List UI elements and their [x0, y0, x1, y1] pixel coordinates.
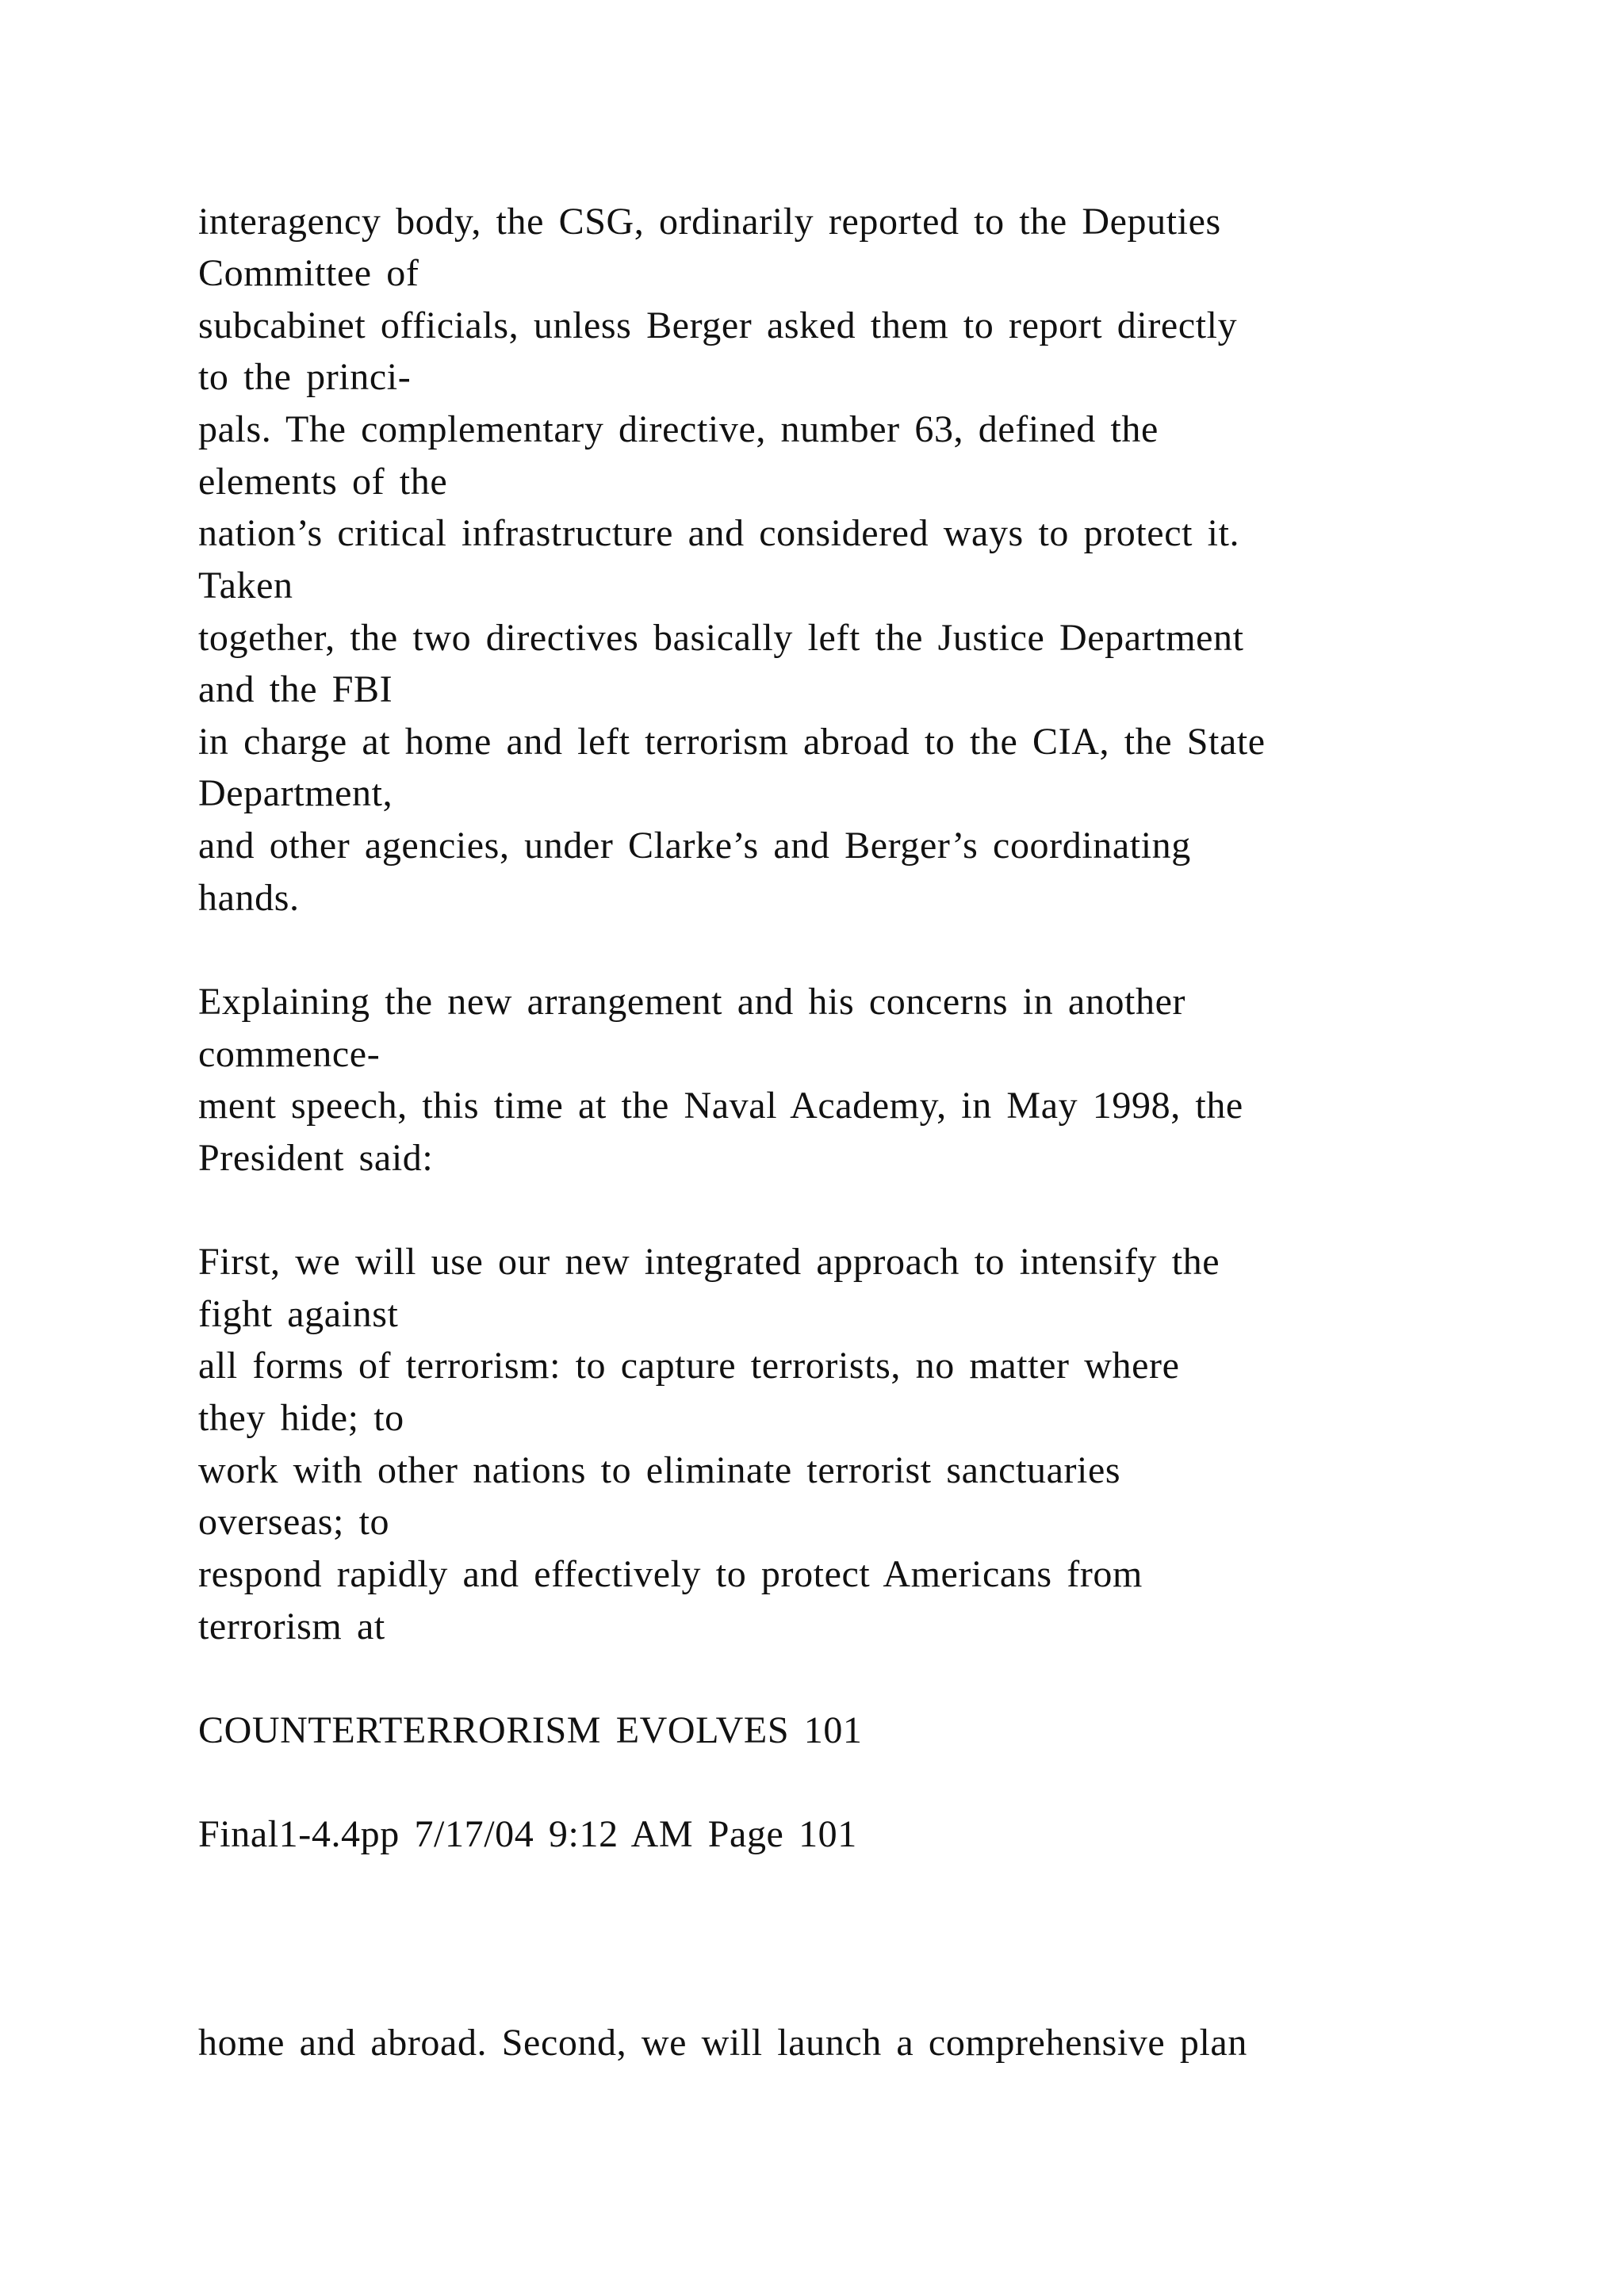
text-line: and the FBI: [198, 668, 393, 710]
print-slug: Final1-4.4pp 7/17/04 9:12 AM Page 101: [198, 1813, 857, 1855]
text-line: together, the two directives basically left the Justice Department: [198, 617, 1244, 659]
text-line: subcabinet officials, unless Berger asked them to report directly: [198, 304, 1238, 346]
text-line: elements of the: [198, 461, 448, 503]
text-line: commence-: [198, 1033, 381, 1075]
text-line: interagency body, the CSG, ordinarily reported to the Deputies: [198, 201, 1221, 243]
text-line: Taken: [198, 564, 293, 607]
text-line: in charge at home and left terrorism abroad to the CIA, the State: [198, 721, 1266, 763]
text-line: they hide; to: [198, 1397, 404, 1439]
text-line: to the princi-: [198, 356, 412, 398]
text-line: Department,: [198, 772, 393, 814]
text-line: fight against: [198, 1293, 399, 1335]
text-line: all forms of terrorism: to capture terrorists, no matter where: [198, 1345, 1180, 1387]
text-line: and other agencies, under Clarke’s and Berger’s coordinating: [198, 825, 1191, 867]
text-line: hands.: [198, 877, 300, 919]
text-line: work with other nations to eliminate terrorist sanctuaries: [198, 1449, 1121, 1491]
text-line: respond rapidly and effectively to protect Americans from: [198, 1553, 1143, 1595]
text-line: Committee of: [198, 252, 419, 294]
text-line: First, we will use our new integrated approach to intensify the: [198, 1241, 1220, 1283]
text-line: ment speech, this time at the Naval Academy, in May 1998, the: [198, 1085, 1243, 1127]
text-line: nation’s critical infrastructure and considered ways to protect it.: [198, 512, 1240, 554]
continuation-line: home and abroad. Second, we will launch a comprehensive plan: [198, 2022, 1247, 2064]
text-line: pals. The complementary directive, number 63, defined the: [198, 408, 1159, 450]
text-line: terrorism at: [198, 1605, 385, 1647]
text-line: overseas; to: [198, 1501, 390, 1543]
text-line: President said:: [198, 1137, 434, 1179]
text-line: Explaining the new arrangement and his concerns in another: [198, 981, 1186, 1023]
running-footer: COUNTERTERRORISM EVOLVES 101: [198, 1709, 863, 1751]
